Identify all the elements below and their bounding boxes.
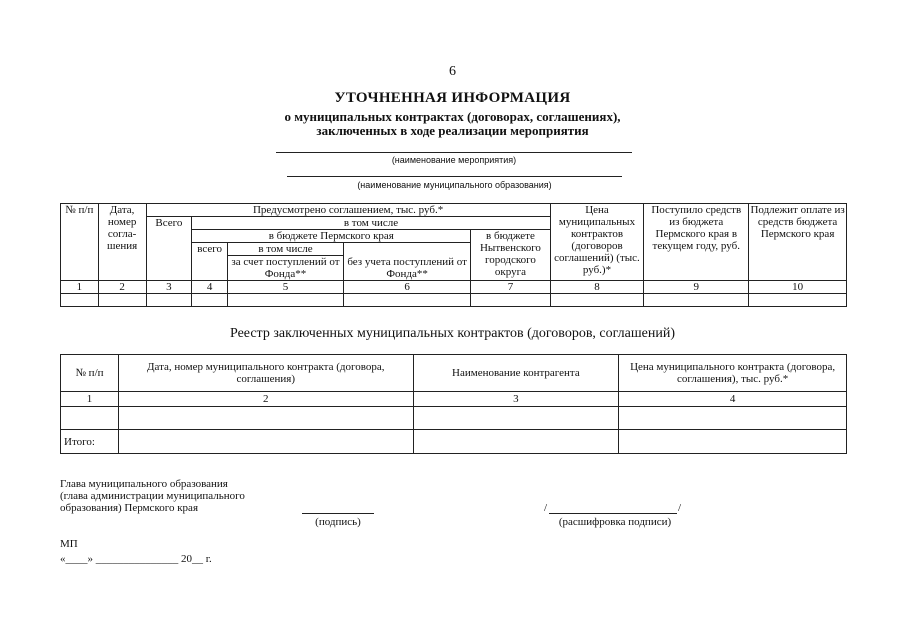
colnum-9: 9 (644, 281, 749, 294)
head-title-line-1: Глава муниципального образования (60, 478, 228, 490)
event-name-caption: (наименование мероприятия) (391, 155, 517, 165)
table-row-empty (61, 294, 847, 307)
header-including-2: в том числе (228, 243, 343, 256)
event-name-line (276, 152, 632, 153)
registry-table (60, 354, 847, 454)
document-subtitle (0, 110, 905, 138)
header-fund (227, 243, 343, 281)
registry-header-counterparty: Наименование контрагента (413, 355, 619, 392)
municipality-name-caption: (наименование муниципального образования) (357, 180, 552, 190)
signature-caption: (подпись) (315, 516, 361, 528)
header-date: Дата, номер согла-шения (98, 204, 146, 281)
header-total: Всего (146, 217, 192, 281)
registry-row-empty (61, 407, 847, 430)
head-title-line-3: образования) Пермского края (60, 502, 198, 514)
header-num: № п/п (61, 204, 99, 281)
registry-colnum-2: 2 (118, 392, 413, 407)
decode-line (549, 513, 677, 514)
colnum-6: 6 (344, 281, 471, 294)
registry-total-label: Итого: (61, 430, 119, 454)
signature-line (302, 513, 374, 514)
colnum-2: 2 (98, 281, 146, 294)
colnum-3: 3 (146, 281, 192, 294)
municipality-name-line (287, 176, 622, 177)
header-fund-text: за счет поступлений от Фонда** (231, 256, 340, 280)
stamp-label: МП (60, 538, 78, 550)
header-nytva-budget: в бюджете Нытвенского городского округа (471, 230, 550, 281)
header-provided: Предусмотрено соглашением, тыс. руб.* (146, 204, 550, 217)
header-all: всего (192, 243, 228, 281)
date-line: «____» _______________ 20__ г. (60, 553, 212, 565)
header-perm-budget: в бюджете Пермского края (192, 230, 471, 243)
registry-header-num: № п/п (61, 355, 119, 392)
header-nofund-text: без учета поступлений от Фонда** (347, 256, 467, 280)
colnum-5: 5 (227, 281, 343, 294)
head-title-line-2: (глава администрации муниципального (60, 490, 245, 502)
colnum-4: 4 (192, 281, 228, 294)
subtitle-line-2: заключенных в ходе реализации мероприятия (316, 123, 589, 138)
colnum-1: 1 (61, 281, 99, 294)
header-nofund (344, 243, 471, 281)
header-payable: Подлежит оплате из средств бюджета Пермского края (749, 204, 847, 281)
decode-slash-right: / (678, 502, 682, 514)
header-price: Цена муниципальных контрактов (договоров соглашений) (тыс. руб.)* (550, 204, 644, 281)
registry-header-date: Дата, номер муниципального контракта (договора, соглашения) (118, 355, 413, 392)
page-number: 6 (449, 64, 456, 79)
header-including: в том числе (192, 217, 550, 230)
header-received: Поступило средств из бюджета Пермского края в текущем году, руб. (644, 204, 749, 281)
registry-colnum-1: 1 (61, 392, 119, 407)
contracts-info-table (60, 203, 847, 307)
registry-title: Реестр заключенных муниципальных контрактов (договоров, соглашений) (229, 326, 676, 341)
decode-caption: (расшифровка подписи) (558, 516, 672, 528)
head-title (60, 478, 245, 514)
registry-colnum-3: 3 (413, 392, 619, 407)
subtitle-line-1: о муниципальных контрактах (договорах, соглашениях), (284, 109, 621, 124)
registry-colnum-4: 4 (619, 392, 847, 407)
decode-slash-left: / (544, 502, 548, 514)
colnum-7: 7 (471, 281, 550, 294)
colnum-8: 8 (550, 281, 644, 294)
colnum-10: 10 (749, 281, 847, 294)
registry-header-price: Цена муниципального контракта (договора, соглашения), тыс. руб.* (619, 355, 847, 392)
document-title: УТОЧНЕННАЯ ИНФОРМАЦИЯ (334, 90, 571, 106)
